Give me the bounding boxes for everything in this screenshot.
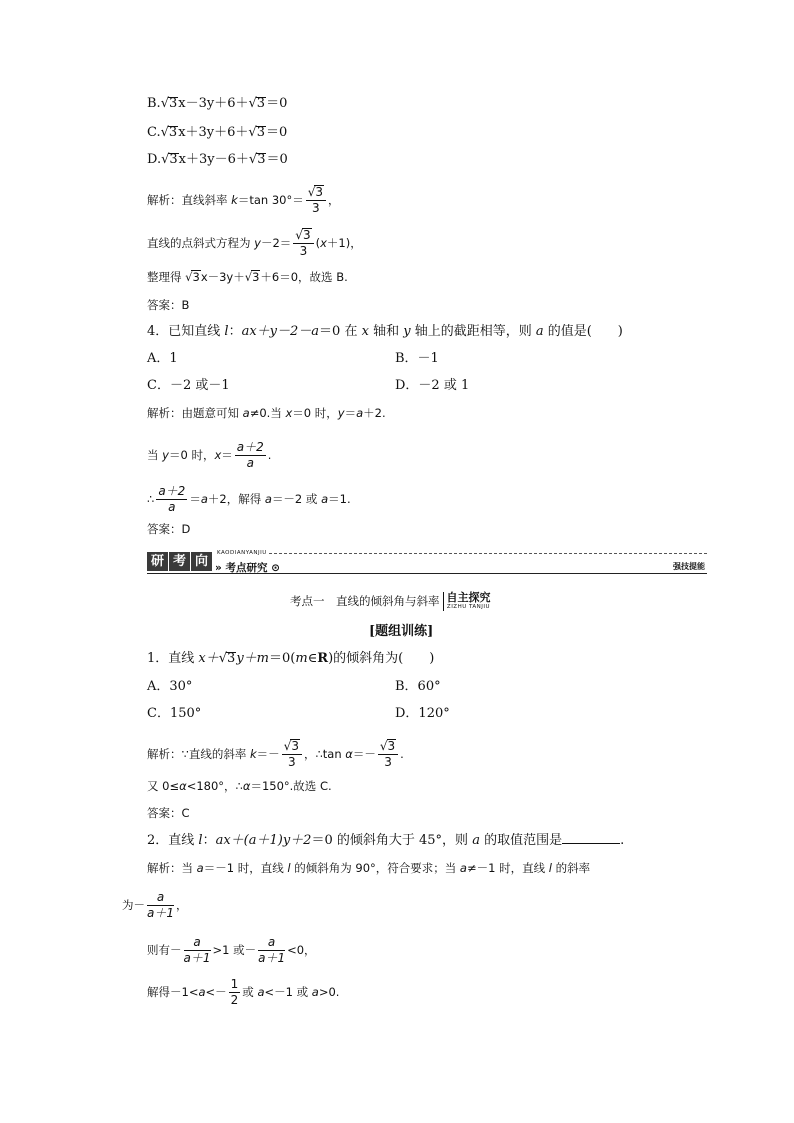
t1-answer: 答案：C <box>147 806 190 820</box>
t1-solution-line-1: 解析：∵直线的斜率 k＝－ $\frac{√3}{3}$ ，∴tan α＝－ $\frac{√3}{3}$ . <box>147 739 404 769</box>
t1-solution-line-2: 又 0≤α<180°，∴α＝150°.故选 C. <box>147 779 332 793</box>
t2-solution-line-3: 则有－ $\frac{a}{a+1}$ >1 或－ $\frac{a}{a+1}$ <0， <box>147 935 316 965</box>
q4-stem: 4．已知直线 l：ax＋y－2－a＝0 在 x 轴和 y 轴上的截距相等，则 a 的值是( ) <box>147 324 623 339</box>
q3-solution-line-3: 整理得 √3x－3y＋√3＋6＝0，故选 B. <box>147 270 348 284</box>
q3-solution-line-2: 直线的点斜式方程为 y－2＝ $\frac{√3}{3}$ (x＋1)， <box>147 228 362 258</box>
section-badge: 自主探究 ZIZHU TANJIU <box>443 592 491 611</box>
t1-option-d: D．120° <box>395 706 450 721</box>
banner-underline <box>147 573 707 574</box>
q4-solution-line-3: ∴ $\frac{a+2}{a}$ ＝a＋2，解得 a＝－2 或 a＝1. <box>147 484 351 514</box>
t1-option-a: A．30° <box>147 679 193 694</box>
banner-char: 向 <box>191 552 212 571</box>
t1-stem: 1．直线 x＋√3y＋m＝0(m∈R)的倾斜角为( ) <box>147 651 435 666</box>
t1-option-c: C．150° <box>147 706 202 721</box>
q3-solution-line-1: 解析：直线斜率 k＝tan 30°＝ $\frac{√3}{3}$ ， <box>147 185 340 215</box>
q4-solution-line-1: 解析：由题意可知 a≠0.当 x＝0 时，y＝a＋2. <box>147 406 386 420</box>
q3-answer: 答案：B <box>147 298 190 312</box>
banner-right-label: 强技提能 <box>673 562 705 571</box>
banner-title-boxes <box>147 552 213 571</box>
banner-subtitle: » 考点研究 ⊙ <box>215 562 280 574</box>
group-heading: [题组训练] <box>369 624 434 639</box>
banner-dashed-rule <box>269 553 707 554</box>
t2-stem: 2．直线 l：ax＋(a＋1)y＋2＝0 的倾斜角大于 45°，则 a 的取值范围是 . <box>147 833 625 848</box>
section-banner <box>147 550 707 574</box>
section-heading: 考点一 直线的倾斜角与斜率 自主探究 ZIZHU TANJIU <box>290 591 491 610</box>
q4-option-a: A．1 <box>147 351 178 366</box>
q4-option-b: B．－1 <box>395 351 439 366</box>
banner-pinyin: KAODIANYANJIU <box>217 550 267 556</box>
option-b: B.√3x－3y＋6＋√3＝0 <box>147 96 288 111</box>
t2-solution-line-2: 为－ $\frac{a}{a+1}$ ， <box>122 890 188 920</box>
q4-solution-line-2: 当 y＝0 时，x＝ $\frac{a+2}{a}$ . <box>147 440 272 470</box>
q4-option-c: C．－2 或－1 <box>147 378 230 393</box>
banner-char: 考 <box>169 552 190 571</box>
option-c: C.√3x＋3y＋6＋√3＝0 <box>147 125 288 140</box>
option-d: D.√3x＋3y－6＋√3＝0 <box>147 152 288 167</box>
t1-option-b: B．60° <box>395 679 441 694</box>
answer-blank <box>562 831 620 844</box>
q4-option-d: D．－2 或 1 <box>395 378 470 393</box>
t2-solution-line-1: 解析：当 a＝－1 时，直线 l 的倾斜角为 90°，符合要求；当 a≠－1 时，直线 l 的斜率 <box>147 861 591 875</box>
q4-answer: 答案：D <box>147 522 191 536</box>
banner-char: 研 <box>147 552 168 571</box>
t2-solution-line-4: 解得－1<a<－ $\frac{1}{2}$ 或 a<－1 或 a>0. <box>147 977 340 1007</box>
